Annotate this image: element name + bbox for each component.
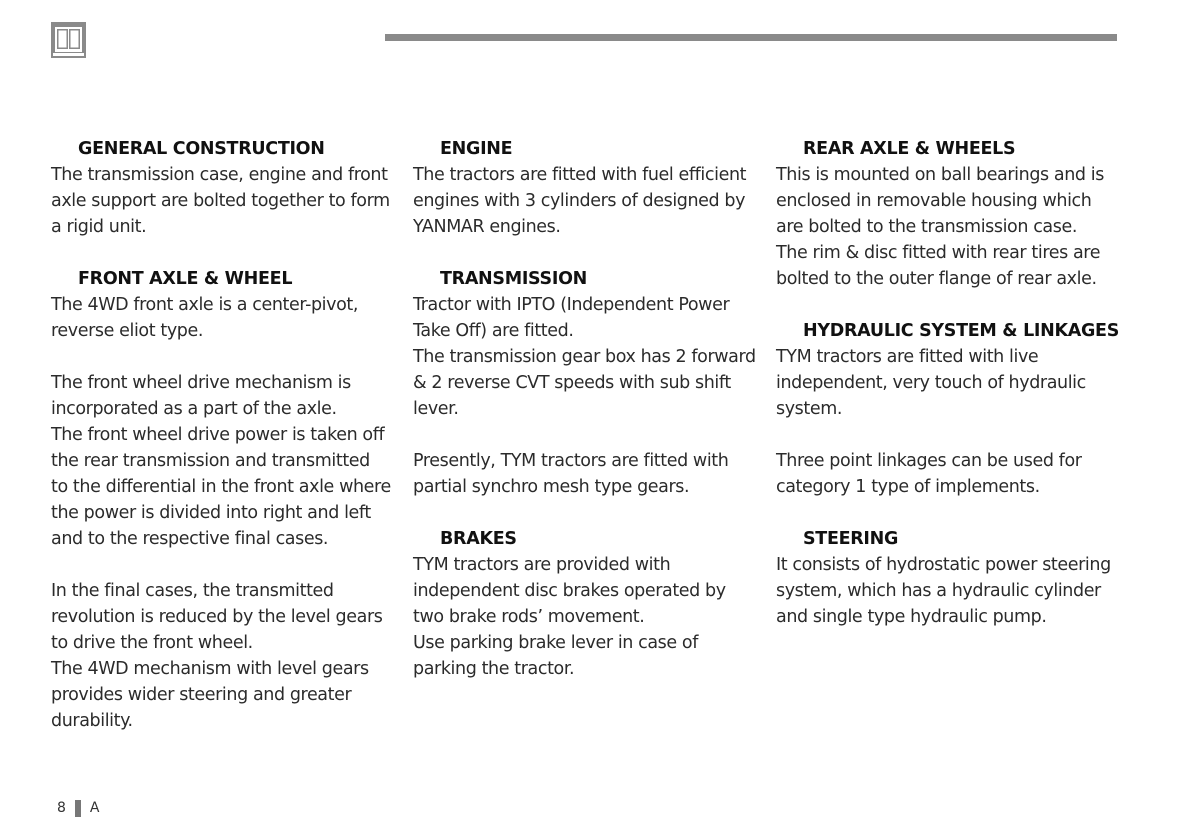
- section-engine: [413, 136, 758, 240]
- section-paragraph: Presently, TYM tractors are fitted with partial synchro mesh type gears.: [413, 451, 729, 497]
- section-body: TYM tractors are provided with independent disc brakes operated by two brake rods’ movement. Use parking brake lever in case of parking the tractor.: [413, 555, 726, 679]
- section-body: The tractors are fitted with fuel efficient engines with 3 cylinders of designed by YANMAR engines.: [413, 165, 747, 237]
- section-heading: FRONT AXLE & WHEEL: [78, 269, 293, 289]
- section-steering: [776, 526, 1121, 630]
- column-left: [51, 136, 396, 734]
- section-rear-axle: [776, 136, 1121, 292]
- section-front-axle: [51, 266, 396, 734]
- section-transmission: [413, 266, 758, 500]
- section-paragraph: Three point linkages can be used for category 1 type of implements.: [776, 451, 1082, 497]
- section-general-construction: [51, 136, 396, 240]
- section-heading: ENGINE: [440, 139, 513, 159]
- section-body: It consists of hydrostatic power steering system, which has a hydraulic cylinder and single type hydraulic pump.: [776, 555, 1111, 627]
- section-brakes: [413, 526, 758, 682]
- book-icon: [51, 22, 86, 58]
- page-footer: [57, 798, 100, 818]
- section-paragraph: TYM tractors are fitted with live independent, very touch of hydraulic system.: [776, 347, 1086, 419]
- section-body: This is mounted on ball bearings and is enclosed in removable housing which are bolted to the transmission case. The rim & disc fitted with rear tires are bolted to the outer flange of rear axle.: [776, 165, 1104, 289]
- section-letter: A: [89, 800, 100, 816]
- column-right: [776, 136, 1121, 630]
- section-paragraph: The front wheel drive mechanism is incorporated as a part of the axle. The front wheel drive power is taken off the rear transmission and transmitted to the differential in the front axle where the power is divided into right and left and to the respective final cases.: [51, 373, 391, 549]
- header-rule: [385, 34, 1117, 41]
- section-paragraph: Tractor with IPTO (Independent Power Take Off) are fitted. The transmission gear box has 2 forward & 2 reverse CVT speeds with sub shift lever.: [413, 295, 756, 419]
- section-heading: HYDRAULIC SYSTEM & LINKAGES: [803, 321, 1120, 341]
- section-heading: REAR AXLE & WHEELS: [803, 139, 1016, 159]
- page-number: 8: [57, 800, 66, 816]
- column-middle: [413, 136, 758, 682]
- section-heading: STEERING: [803, 529, 899, 549]
- section-heading: BRAKES: [440, 529, 517, 549]
- section-paragraph: The 4WD front axle is a center-pivot, reverse eliot type.: [51, 295, 359, 341]
- section-paragraph: In the final cases, the transmitted revolution is reduced by the level gears to drive the front wheel. The 4WD mechanism with level gears provides wider steering and greater durability.: [51, 581, 383, 731]
- footer-divider: [75, 800, 81, 817]
- section-hydraulic: [776, 318, 1121, 500]
- section-heading: TRANSMISSION: [440, 269, 587, 289]
- section-heading: GENERAL CONSTRUCTION: [78, 139, 325, 159]
- section-body: The transmission case, engine and front axle support are bolted together to form a rigid unit.: [51, 165, 390, 237]
